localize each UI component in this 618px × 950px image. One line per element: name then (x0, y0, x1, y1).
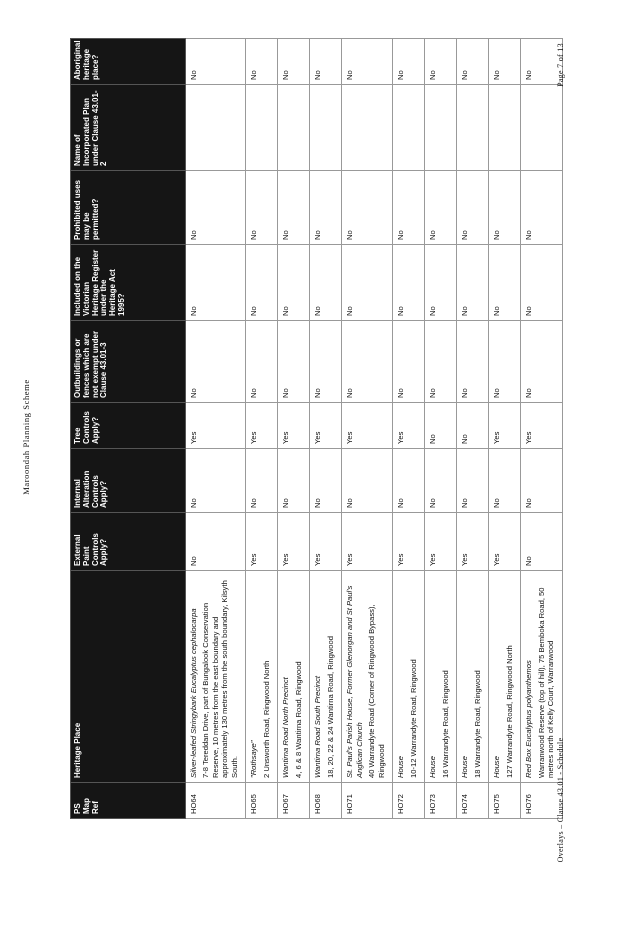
table-row (393, 39, 425, 819)
cell-outbuildings: No (521, 321, 562, 403)
heritage-place-name: House (492, 756, 502, 778)
heritage-place (186, 571, 246, 783)
heritage-place-address: 10-12 Warrandyte Road, Ringwood (408, 659, 418, 778)
cell-aboriginal: No (425, 39, 457, 85)
heritage-place-address: 7-8 Tereddan Drive, part of Bungalook Conservation Reserve, 10 metres from the east boundary and approximately 130 metres from the south boundary, Kilsyth South. (201, 580, 239, 778)
cell-internal: No (186, 449, 246, 513)
ps-map-ref: HO67 (278, 783, 310, 819)
cell-paint: Yes (246, 513, 278, 571)
cell-plan (186, 85, 246, 171)
cell-outbuildings: No (246, 321, 278, 403)
cell-prohibited: No (186, 171, 246, 245)
cell-paint: Yes (489, 513, 521, 571)
ps-map-ref: HO74 (457, 783, 489, 819)
heritage-place-address: 40 Warrandyte Road (Corner of Ringwood Bypass), Ringwood (367, 604, 386, 778)
cell-tree: Yes (310, 403, 342, 449)
cell-paint: Yes (342, 513, 393, 571)
heritage-place (425, 571, 457, 783)
heritage-place-address: 16 Warrandyte Road, Ringwood (440, 670, 450, 778)
cell-paint: Yes (393, 513, 425, 571)
table-row (489, 39, 521, 819)
cell-aboriginal: No (246, 39, 278, 85)
cell-aboriginal: No (393, 39, 425, 85)
cell-internal: No (489, 449, 521, 513)
table-row (342, 39, 393, 819)
cell-prohibited: No (425, 171, 457, 245)
cell-tree: Yes (521, 403, 562, 449)
cell-internal: No (342, 449, 393, 513)
cell-prohibited: No (278, 171, 310, 245)
cell-aboriginal: No (278, 39, 310, 85)
cell-prohibited: No (521, 171, 562, 245)
cell-internal: No (457, 449, 489, 513)
table-row (278, 39, 310, 819)
cell-paint: No (521, 513, 562, 571)
footer-clause: Overlays – Clause 43.01 - Schedule (556, 737, 565, 863)
ps-map-ref: HO75 (489, 783, 521, 819)
ps-map-ref: HO72 (393, 783, 425, 819)
cell-tree: No (457, 403, 489, 449)
cell-paint: Yes (278, 513, 310, 571)
cell-plan (425, 85, 457, 171)
header-tree-controls: Tree Controls Apply? (71, 403, 186, 449)
header-external-paint: External Paint Controls Apply? (71, 513, 186, 571)
heritage-place-name: Silver-leafed Stringybark Eucalyptus cephalocarpa (189, 608, 198, 778)
cell-plan (278, 85, 310, 171)
cell-outbuildings: No (393, 321, 425, 403)
heritage-place-name: St. Paul's Parish House, Former Glenorgan and St Paul's Anglican Church (345, 585, 364, 778)
cell-outbuildings: No (310, 321, 342, 403)
header-aboriginal-heritage: Aboriginal heritage place? (71, 39, 186, 85)
ps-map-ref: HO68 (310, 783, 342, 819)
heritage-place (246, 571, 278, 783)
cell-aboriginal: No (186, 39, 246, 85)
header-prohibited-uses: Prohibited uses may be permitted? (71, 171, 186, 245)
table-row (246, 39, 278, 819)
cell-tree: No (425, 403, 457, 449)
cell-internal: No (310, 449, 342, 513)
cell-vhr: No (425, 245, 457, 321)
schedule-table-container (70, 39, 556, 819)
cell-internal: No (521, 449, 562, 513)
cell-prohibited: No (246, 171, 278, 245)
cell-aboriginal: No (521, 39, 562, 85)
heritage-place (393, 571, 425, 783)
heritage-place (457, 571, 489, 783)
heritage-place-name: Wantirna Road North Precinct (281, 677, 291, 778)
table-row (425, 39, 457, 819)
heritage-place (342, 571, 393, 783)
header-ps-map-ref: PS Map Ref (71, 783, 186, 819)
cell-outbuildings: No (489, 321, 521, 403)
heritage-place-name: House (460, 756, 470, 778)
cell-aboriginal: No (457, 39, 489, 85)
ps-map-ref: HO76 (521, 783, 562, 819)
cell-prohibited: No (393, 171, 425, 245)
cell-outbuildings: No (186, 321, 246, 403)
header-outbuildings: Outbuildings or fences which are not exempt under Clause 43.01-3 (71, 321, 186, 403)
cell-aboriginal: No (489, 39, 521, 85)
cell-plan (457, 85, 489, 171)
cell-plan (246, 85, 278, 171)
cell-outbuildings: No (457, 321, 489, 403)
cell-vhr: No (342, 245, 393, 321)
heritage-place-address: 18, 20, 22 & 24 Wantirna Road, Ringwood (325, 636, 335, 778)
table-row (186, 39, 246, 819)
heritage-place-name: House (396, 756, 406, 778)
cell-plan (393, 85, 425, 171)
ps-map-ref: HO73 (425, 783, 457, 819)
heritage-place-address: 2 Unsworth Road, Ringwood North (261, 660, 271, 778)
heritage-place (278, 571, 310, 783)
cell-paint: Yes (310, 513, 342, 571)
table-row (457, 39, 489, 819)
ps-map-ref: HO65 (246, 783, 278, 819)
heritage-place (489, 571, 521, 783)
cell-tree: Yes (186, 403, 246, 449)
heritage-place-address: 127 Warrandyte Road, Ringwood North (504, 645, 514, 778)
cell-vhr: No (278, 245, 310, 321)
cell-vhr: No (521, 245, 562, 321)
cell-prohibited: No (457, 171, 489, 245)
ps-map-ref: HO71 (342, 783, 393, 819)
table-header-row (71, 39, 186, 819)
cell-outbuildings: No (342, 321, 393, 403)
header-incorporated-plan: Name of Incorporated Plan under Clause 43.01-2 (71, 85, 186, 171)
heritage-place-address: 4, 6 & 8 Wantirna Road, Ringwood (293, 661, 303, 778)
cell-vhr: No (489, 245, 521, 321)
heritage-schedule-table (70, 38, 563, 819)
cell-paint: Yes (457, 513, 489, 571)
heritage-place-address: 18 Warrandyte Road, Ringwood (472, 670, 482, 778)
running-title: Maroondah Planning Scheme (21, 379, 31, 495)
heritage-place (310, 571, 342, 783)
cell-tree: Yes (489, 403, 521, 449)
header-victorian-heritage-register: Included on the Victorian Heritage Register under the Heritage Act 1995? (71, 245, 186, 321)
cell-tree: Yes (342, 403, 393, 449)
cell-tree: Yes (246, 403, 278, 449)
page-number: Page 7 of 13 (556, 43, 565, 87)
header-internal-alteration: Internal Alteration Controls Apply? (71, 449, 186, 513)
cell-internal: No (393, 449, 425, 513)
cell-paint: No (186, 513, 246, 571)
cell-outbuildings: No (278, 321, 310, 403)
cell-tree: Yes (278, 403, 310, 449)
cell-internal: No (425, 449, 457, 513)
cell-plan (310, 85, 342, 171)
cell-paint: Yes (425, 513, 457, 571)
cell-vhr: No (310, 245, 342, 321)
cell-vhr: No (457, 245, 489, 321)
heritage-place-name: Red Box Eucalyptus polyanthemos (524, 660, 534, 778)
table-row (310, 39, 342, 819)
cell-aboriginal: No (342, 39, 393, 85)
cell-internal: No (278, 449, 310, 513)
cell-outbuildings: No (425, 321, 457, 403)
cell-prohibited: No (310, 171, 342, 245)
cell-plan (342, 85, 393, 171)
cell-vhr: No (186, 245, 246, 321)
heritage-place-name: House (428, 756, 438, 778)
heritage-place-address: Warranwood Reserve (top of hill), 75 Bemboka Road, 50 metres north of Kelly Court, Warranwood (536, 587, 556, 778)
cell-vhr: No (393, 245, 425, 321)
cell-tree: Yes (393, 403, 425, 449)
cell-internal: No (246, 449, 278, 513)
cell-aboriginal: No (310, 39, 342, 85)
cell-plan (489, 85, 521, 171)
heritage-place-name: Wantirna Road South Precinct (313, 675, 323, 778)
cell-prohibited: No (342, 171, 393, 245)
cell-vhr: No (246, 245, 278, 321)
ps-map-ref: HO64 (186, 783, 246, 819)
cell-prohibited: No (489, 171, 521, 245)
header-heritage-place: Heritage Place (71, 571, 186, 783)
heritage-place-name: "Rothsaye" (249, 740, 259, 778)
